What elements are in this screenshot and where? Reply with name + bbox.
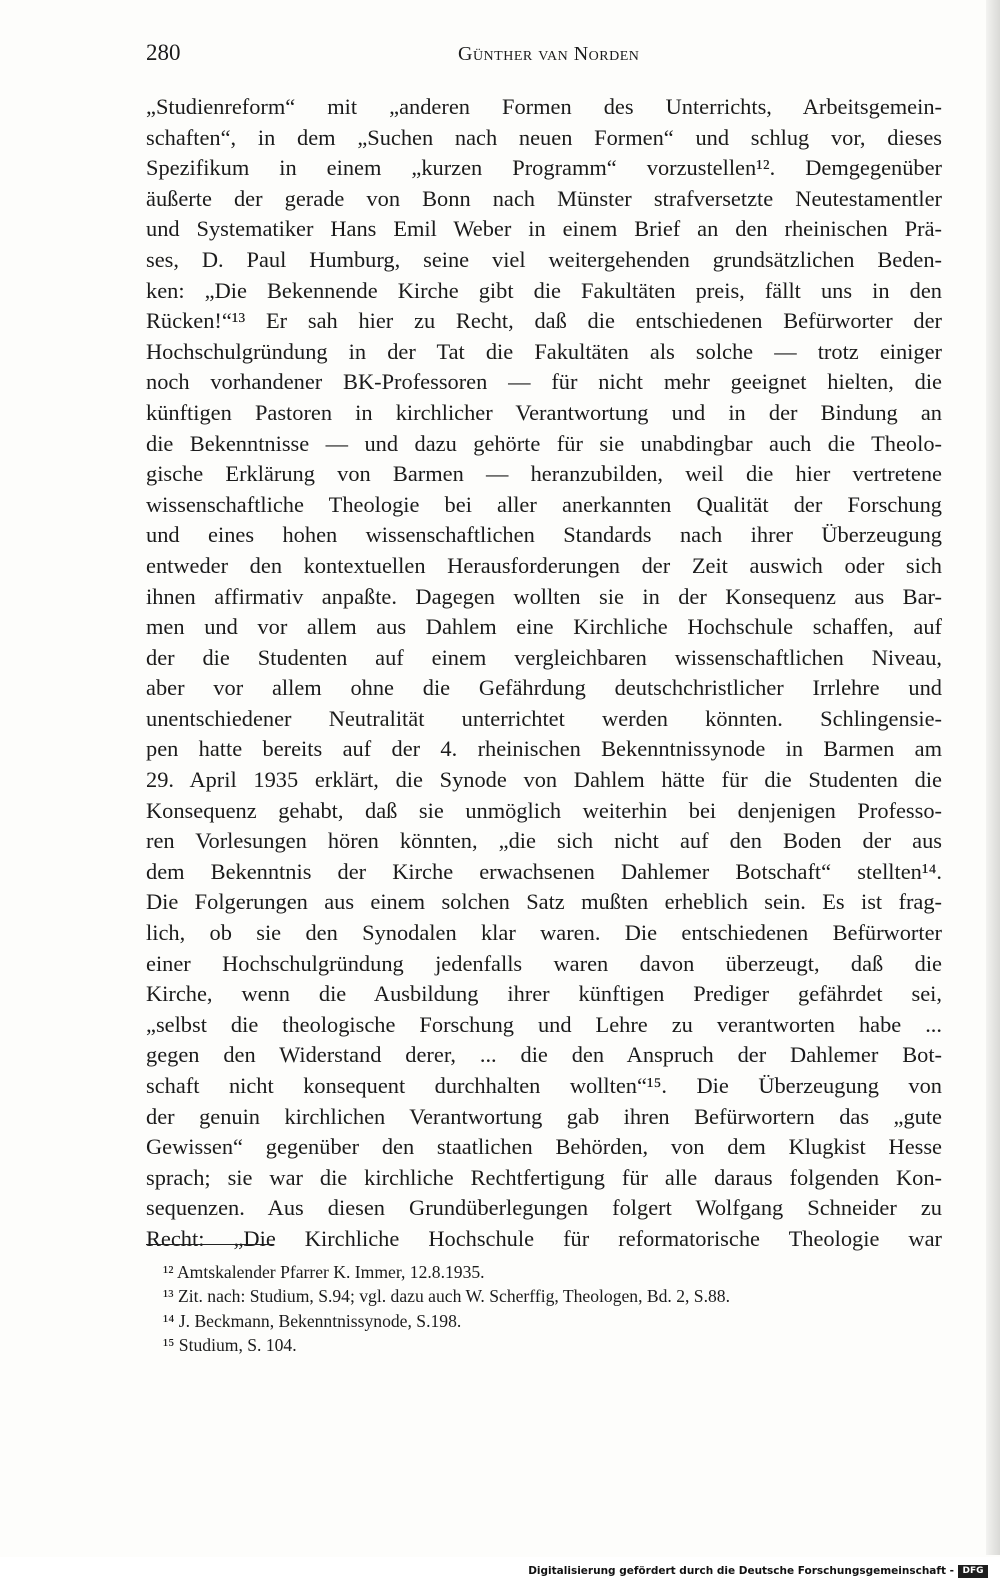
text-line: die Bekenntnisse — und dazu gehörte für sie unabdingbar auch die Theolo-: [146, 430, 942, 456]
text-line: pen hatte bereits auf der 4. rheinischen Bekenntnissynode in Barmen am: [146, 736, 942, 762]
text-line: 29. April 1935 erklärt, die Synode von Dahlem hätte für die Studenten die: [146, 767, 942, 793]
digitization-footer: [0, 1557, 1000, 1583]
text-line: äußerte der gerade von Bonn nach Münster strafversetzte Neutestamentler: [146, 185, 942, 211]
footnote: ¹⁴ J. Beckmann, Bekenntnissynode, S.198.: [163, 1310, 462, 1331]
text-line: einer Hochschulgründung jedenfalls waren davon überzeugt, daß die: [146, 950, 942, 976]
body-text: [146, 92, 942, 1255]
footnotes: [163, 1260, 933, 1358]
text-line: ren Vorlesungen hören könnten, „die sich nicht auf den Boden der aus: [146, 828, 942, 854]
text-line: und Systematiker Hans Emil Weber in einem Brief an den rheinischen Prä-: [146, 216, 942, 242]
footnote: ¹³ Zit. nach: Studium, S.94; vgl. dazu auch W. Scherffig, Theologen, Bd. 2, S.88.: [163, 1286, 730, 1307]
text-line: und eines hohen wissenschaftlichen Standards nach ihrer Überzeugung: [146, 522, 942, 548]
text-line: aber vor allem ohne die Gefährdung deutschchristlicher Irrlehre und: [146, 675, 942, 701]
digitization-note: Digitalisierung gefördert durch die Deutsche Forschungsgemeinschaft -: [528, 1565, 954, 1577]
text-line: der die Studenten auf einem vergleichbaren wissenschaftlichen Niveau,: [146, 644, 942, 670]
footnote: ¹² Amtskalender Pfarrer K. Immer, 12.8.1935.: [163, 1262, 485, 1282]
text-line: Spezifikum in einem „kurzen Programm“ vorzustellen¹². Demgegenüber: [146, 155, 942, 181]
running-head: Günther van Norden: [458, 43, 640, 65]
text-line: Rücken!“¹³ Er sah hier zu Recht, daß die entschiedenen Befürworter der: [146, 308, 942, 334]
text-line: der genuin kirchlichen Verantwortung gab ihren Befürwortern das „gute: [146, 1103, 942, 1129]
footnote-divider: [146, 1244, 274, 1245]
text-line: Hochschulgründung in der Tat die Fakultäten als solche — trotz einiger: [146, 338, 942, 364]
text-line: wissenschaftliche Theologie bei aller anerkannten Qualität der Forschung: [146, 491, 942, 517]
text-line: lich, ob sie den Synodalen klar waren. Die entschiedenen Befürworter: [146, 920, 942, 946]
text-line: Gewissen“ gegenüber den staatlichen Behörden, von dem Klugkist Hesse: [146, 1134, 942, 1160]
dfg-logo-icon: DFG: [958, 1565, 988, 1578]
footnote: ¹⁵ Studium, S. 104.: [163, 1335, 297, 1356]
text-line: men und vor allem aus Dahlem eine Kirchliche Hochschule schaffen, auf: [146, 614, 942, 640]
page-edge-shadow: [986, 0, 1000, 1555]
text-line: ihnen affirmativ anpaßte. Dagegen wollten sie in der Konsequenz aus Bar-: [146, 583, 942, 609]
text-line: dem Bekenntnis der Kirche erwachsenen Dahlemer Botschaft“ stellten¹⁴.: [146, 858, 942, 884]
text-line: Die Folgerungen aus einem solchen Satz mußten erheblich sein. Es ist frag-: [146, 889, 942, 915]
text-line: sequenzen. Aus diesen Grundüberlegungen folgert Wolfgang Schneider zu: [146, 1195, 942, 1221]
text-line: schaft nicht konsequent durchhalten wollten“¹⁵. Die Überzeugung von: [146, 1073, 942, 1098]
page-number: 280: [146, 40, 181, 65]
text-line: sprach; sie war die kirchliche Rechtfertigung für alle daraus folgenden Kon-: [146, 1164, 942, 1190]
text-line: „selbst die theologische Forschung und Lehre zu verantworten habe ...: [146, 1011, 942, 1037]
text-line: ken: „Die Bekennende Kirche gibt die Fakultäten preis, fällt uns in den: [146, 277, 942, 303]
text-line: noch vorhandener BK-Professoren — für nicht mehr geeignet hielten, die: [146, 369, 942, 395]
text-line: Kirche, wenn die Ausbildung ihrer künftigen Prediger gefährdet sei,: [146, 981, 942, 1007]
text-line: künftigen Pastoren in kirchlicher Verantwortung und in der Bindung an: [146, 399, 942, 425]
text-line: „Studienreform“ mit „anderen Formen des Unterrichts, Arbeitsgemein-: [146, 94, 942, 119]
text-line: Recht: „Die Kirchliche Hochschule für reformatorische Theologie war: [146, 1225, 942, 1251]
text-line: ses, D. Paul Humburg, seine viel weitergehenden grundsätzlichen Beden-: [146, 246, 942, 272]
text-line: Konsequenz gehabt, daß sie unmöglich weiterhin bei denjenigen Professo-: [146, 797, 942, 823]
text-line: entweder den kontextuellen Herausforderungen der Zeit auswich oder sich: [146, 552, 942, 578]
text-line: gegen den Widerstand derer, ... die den Anspruch der Dahlemer Bot-: [146, 1042, 942, 1068]
text-line: schaften“, in dem „Suchen nach neuen Formen“ und schlug vor, dieses: [146, 124, 942, 150]
text-line: gische Erklärung von Barmen — heranzubilden, weil die hier vertretene: [146, 461, 942, 487]
page-header: [146, 40, 942, 72]
text-line: unentschiedener Neutralität unterrichtet werden könnten. Schlingensie-: [146, 705, 942, 731]
